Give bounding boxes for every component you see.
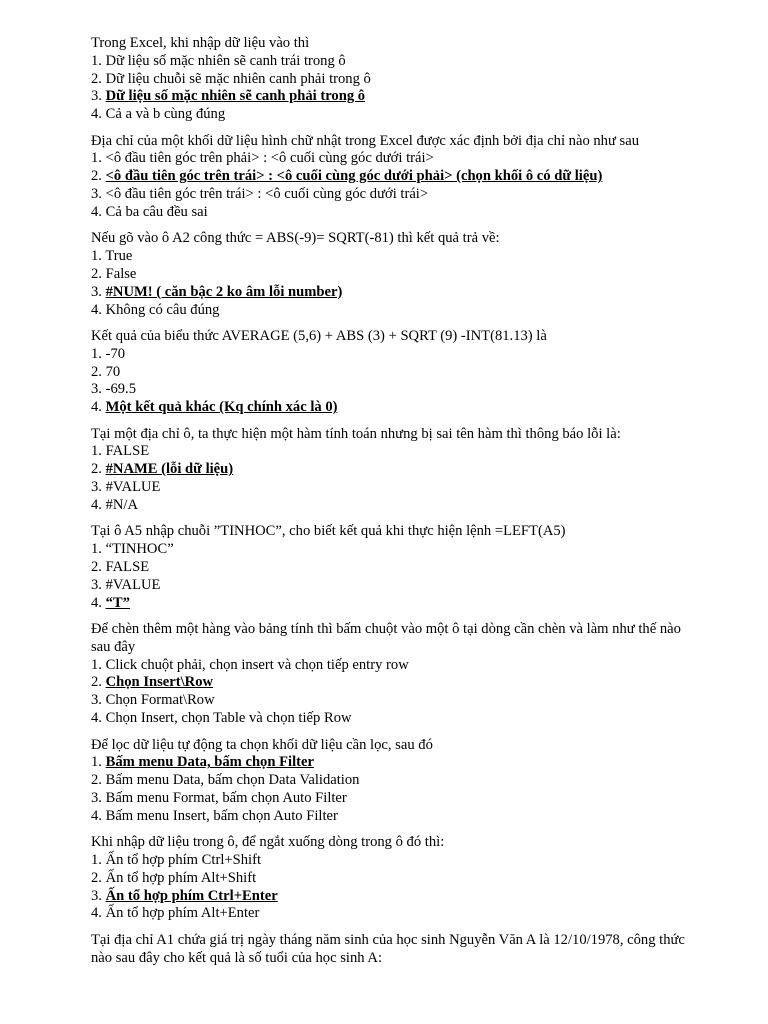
option-number: 3. bbox=[91, 887, 102, 904]
correct-answer-text: #NUM! ( căn bậc 2 ko âm lỗi number) bbox=[105, 283, 343, 300]
option-line: 2. FALSE bbox=[91, 558, 150, 575]
correct-answer-text: Bấm menu Data, bấm chọn Filter bbox=[105, 754, 314, 771]
question-stem: Để chèn thêm một hàng vào bảng tính thì bấm chuột vào một ô tại dòng cần chèn và làm như thế nào sau đây bbox=[91, 621, 681, 655]
option-number: 2. bbox=[91, 461, 102, 478]
option-line: 3. <ô đầu tiên góc trên trái> : <ô cuối cùng góc dưới trái> bbox=[91, 186, 429, 203]
option-number: 1. bbox=[91, 754, 102, 771]
question-stem: Kết quả của biểu thức AVERAGE (5,6) + ABS (3) + SQRT (9) -INT(81.13) là bbox=[91, 328, 547, 345]
option-number: 4. bbox=[91, 594, 102, 611]
correct-answer-text: Một kết quả khác (Kq chính xác là 0) bbox=[105, 399, 338, 416]
question-block bbox=[91, 621, 688, 728]
option-number: 4. bbox=[91, 399, 102, 416]
option-line: 1. FALSE bbox=[91, 443, 150, 460]
option-line: 2. Ấn tổ hợp phím Alt+Shift bbox=[91, 869, 257, 886]
option-line: 4. Ấn tổ hợp phím Alt+Enter bbox=[91, 905, 260, 922]
option-line: 3. #VALUE bbox=[91, 479, 161, 496]
question-stem: Tại ô A5 nhập chuỗi ”TINHOC”, cho biết kết quả khi thực hiện lệnh =LEFT(A5) bbox=[91, 523, 566, 540]
option-line: 3. Chọn Format\Row bbox=[91, 692, 215, 709]
option-line: 4. Cả ba câu đều sai bbox=[91, 203, 208, 220]
correct-option-line bbox=[91, 284, 688, 302]
question-stem: Khi nhập dữ liệu trong ô, để ngắt xuống dòng trong ô đó thì: bbox=[91, 834, 445, 851]
question-stem: Địa chỉ của một khối dữ liệu hình chữ nhật trong Excel được xác định bởi địa chỉ nào như sau bbox=[91, 132, 639, 149]
correct-answer-text: “T” bbox=[105, 594, 130, 611]
question-stem: Tại một địa chỉ ô, ta thực hiện một hàm tính toán nhưng bị sai tên hàm thì thông báo lỗi là: bbox=[91, 425, 621, 442]
option-number: 3. bbox=[91, 283, 102, 300]
option-line: 4. Bấm menu Insert, bấm chọn Auto Filter bbox=[91, 807, 338, 824]
option-line: 1. Ấn tổ hợp phím Ctrl+Shift bbox=[91, 851, 262, 868]
option-line: 3. -69.5 bbox=[91, 381, 136, 398]
correct-answer-text: #NAME (lỗi dữ liệu) bbox=[105, 461, 234, 478]
question-block bbox=[91, 932, 688, 968]
question-stem: Nếu gõ vào ô A2 công thức = ABS(-9)= SQRT(-81) thì kết quả trả về: bbox=[91, 230, 500, 247]
correct-answer-text: Chọn Insert\Row bbox=[105, 674, 214, 691]
option-line: 1. -70 bbox=[91, 345, 126, 362]
option-line: 4. Cả a và b cùng đúng bbox=[91, 106, 226, 123]
correct-option-line bbox=[91, 754, 688, 772]
correct-option-line bbox=[91, 461, 688, 479]
correct-option-line bbox=[91, 674, 688, 692]
option-line: 4. #N/A bbox=[91, 496, 139, 513]
option-number: 3. bbox=[91, 88, 102, 105]
option-line: 1. True bbox=[91, 248, 133, 265]
question-block bbox=[91, 328, 688, 417]
option-line: 3. Bấm menu Format, bấm chọn Auto Filter bbox=[91, 789, 347, 806]
option-line: 4. Chọn Insert, chọn Table và chọn tiếp Row bbox=[91, 710, 352, 727]
option-number: 2. bbox=[91, 168, 102, 185]
option-line: 1. <ô đầu tiên góc trên phải> : <ô cuối cùng góc dưới trái> bbox=[91, 150, 434, 167]
question-block bbox=[91, 230, 688, 319]
question-stem: Tại địa chỉ A1 chứa giá trị ngày tháng năm sinh của học sinh Nguyễn Văn A là 12/10/1978, công thức nào sau đây cho kết quả là số tuổi của học sinh A: bbox=[91, 931, 685, 966]
option-line: 4. Không có câu đúng bbox=[91, 301, 220, 318]
option-line: 2. 70 bbox=[91, 363, 121, 380]
option-line: 3. #VALUE bbox=[91, 576, 161, 593]
correct-option-line bbox=[91, 595, 688, 613]
question-block bbox=[91, 834, 688, 923]
correct-option-line bbox=[91, 888, 688, 906]
option-number: 2. bbox=[91, 674, 102, 691]
correct-option-line bbox=[91, 399, 688, 417]
option-line: 2. False bbox=[91, 265, 137, 282]
question-block bbox=[91, 523, 688, 612]
option-line: 1. “TINHOC” bbox=[91, 541, 174, 558]
question-block bbox=[91, 737, 688, 826]
option-line: 2. Dữ liệu chuỗi sẽ mặc nhiên canh phải trong ô bbox=[91, 70, 371, 87]
option-line: 2. Bấm menu Data, bấm chọn Data Validation bbox=[91, 772, 360, 789]
question-block bbox=[91, 426, 688, 515]
question-stem: Để lọc dữ liệu tự động ta chọn khối dữ liệu cần lọc, sau đó bbox=[91, 736, 433, 753]
question-block bbox=[91, 133, 688, 222]
correct-answer-text: Ấn tổ hợp phím Ctrl+Enter bbox=[105, 887, 278, 904]
question-block bbox=[91, 35, 688, 124]
correct-answer-text: <ô đầu tiên góc trên trái> : <ô cuối cùng góc dưới phải> (chọn khối ô có dữ liệu) bbox=[105, 168, 603, 185]
option-line: 1. Dữ liệu số mặc nhiên sẽ canh trái trong ô bbox=[91, 52, 346, 69]
correct-answer-text: Dữ liệu số mặc nhiên sẽ canh phải trong ô bbox=[105, 88, 366, 105]
correct-option-line bbox=[91, 88, 688, 106]
question-stem: Trong Excel, khi nhập dữ liệu vào thì bbox=[91, 35, 310, 51]
option-line: 1. Click chuột phải, chọn insert và chọn tiếp entry row bbox=[91, 656, 409, 673]
correct-option-line bbox=[91, 168, 688, 186]
